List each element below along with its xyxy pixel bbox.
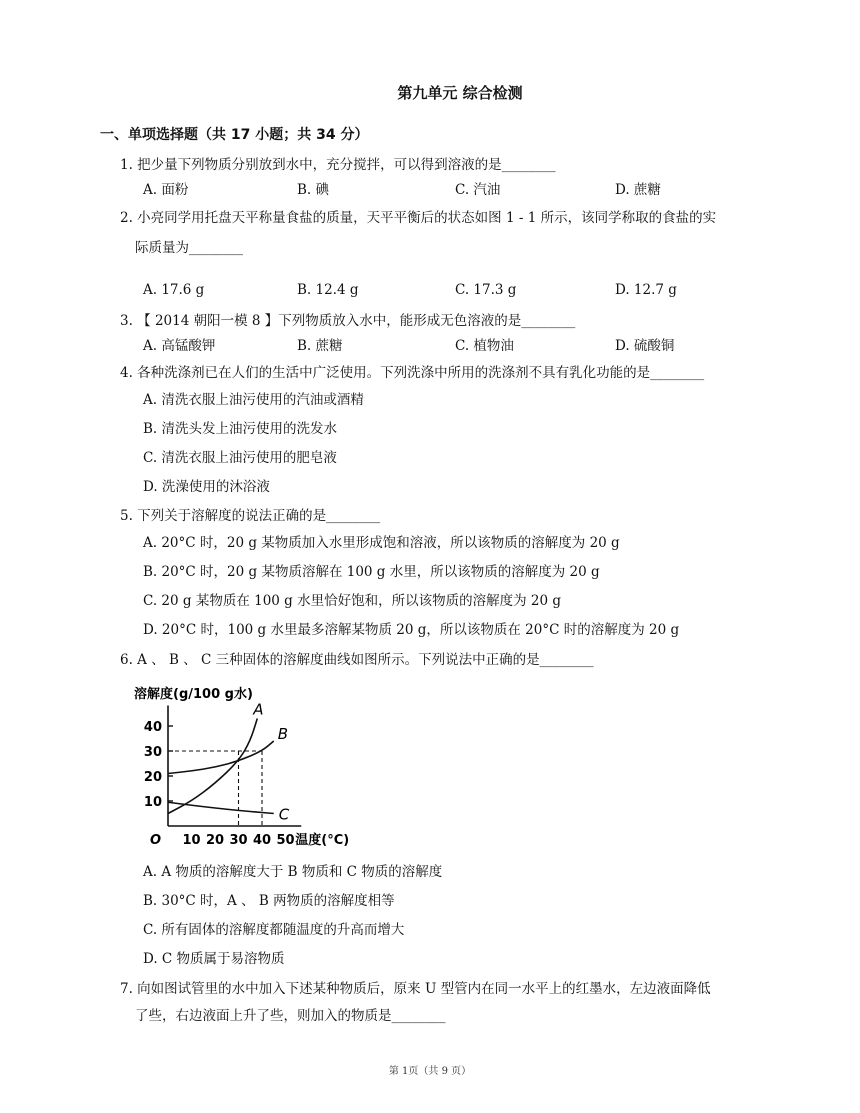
series-label-a: A <box>253 700 264 719</box>
y-tick-label: 40 <box>143 720 162 735</box>
q2-option-d[interactable]: D. 12.7 g <box>615 282 677 298</box>
question-3-stem: 3. 【 2014 朝阳一模 8 】下列物质放入水中，能形成无色溶液的是________ <box>120 313 576 329</box>
x-tick-label: 30 <box>229 833 248 848</box>
q4-option-b[interactable]: B. 清洗头发上油污使用的洗发水 <box>143 421 338 437</box>
page-footer: 第 1页（共 9 页） <box>388 1066 472 1077</box>
question-7-stem: 7. 向如图试管里的水中加入下述某种物质后，原来 U 型管内在同一水平上的红墨水，左边液面降低 <box>120 981 711 997</box>
series-label-c: C <box>278 805 290 824</box>
x-tick-label: 10 <box>182 833 201 848</box>
y-tick-label: 30 <box>143 745 162 760</box>
question-5-stem: 5. 下列关于溶解度的说法正确的是________ <box>120 508 381 524</box>
q6-option-c[interactable]: C. 所有固体的溶解度都随温度的升高而增大 <box>143 922 405 938</box>
q4-option-c[interactable]: C. 清洗衣服上油污使用的肥皂液 <box>143 450 337 466</box>
q5-option-b[interactable]: B. 20°C 时，20 g 某物质溶解在 100 g 水里，所以该物质的溶解度为 20 g <box>143 564 600 580</box>
x-tick-label: 20 <box>205 833 225 848</box>
q3-option-b[interactable]: B. 蔗糖 <box>297 338 343 354</box>
origin-label: O <box>150 833 162 848</box>
question-2-stem-cont: 际质量为________ <box>135 240 243 256</box>
series-line-b <box>168 741 274 774</box>
q1-option-c[interactable]: C. 汽油 <box>455 182 501 198</box>
y-tick-label: 20 <box>143 770 162 785</box>
q4-option-a[interactable]: A. 清洗衣服上油污使用的汽油或酒精 <box>143 392 364 408</box>
series-label-b: B <box>277 725 289 743</box>
x-axis-label: 温度(°C) <box>295 833 350 848</box>
y-axis-label: 溶解度(g/100 g水) <box>134 687 253 702</box>
q5-option-a[interactable]: A. 20°C 时，20 g 某物质加入水里形成饱和溶液，所以该物质的溶解度为 20 g <box>143 535 620 551</box>
q5-option-d[interactable]: D. 20°C 时，100 g 水里最多溶解某物质 20 g，所以该物质在 20°C 时的溶解度为 20 g <box>143 622 680 638</box>
q6-option-d[interactable]: D. C 物质属于易溶物质 <box>143 951 285 967</box>
q3-option-a[interactable]: A. 高锰酸钾 <box>143 338 216 354</box>
q1-option-b[interactable]: B. 碘 <box>297 182 330 198</box>
q2-option-a[interactable]: A. 17.6 g <box>143 282 205 298</box>
q5-option-c[interactable]: C. 20 g 某物质在 100 g 水里恰好饱和，所以该物质的溶解度为 20 g <box>143 593 562 609</box>
q6-option-a[interactable]: A. A 物质的溶解度大于 B 物质和 C 物质的溶解度 <box>143 864 443 880</box>
question-4-stem: 4. 各种洗涤剂已在人们的生活中广泛使用。下列洗涤中所用的洗涤剂不具有乳化功能的是________ <box>120 365 705 381</box>
y-tick-label: 10 <box>143 795 162 810</box>
x-tick-label: 50 <box>276 833 295 848</box>
question-7-stem-cont: 了些，右边液面上升了些，则加入的物质是________ <box>135 1008 446 1024</box>
q3-option-d[interactable]: D. 硫酸铜 <box>615 338 675 354</box>
q2-option-c[interactable]: C. 17.3 g <box>455 282 517 298</box>
q1-option-d[interactable]: D. 蔗糖 <box>615 182 661 198</box>
q6-option-b[interactable]: B. 30°C 时，A 、 B 两物质的溶解度相等 <box>143 893 395 909</box>
question-2-stem: 2. 小亮同学用托盘天平称量食盐的质量，天平平衡后的状态如图 1 - 1 所示，该同学称取的食盐的实 <box>120 210 717 226</box>
question-1-stem: 1. 把少量下列物质分别放到水中，充分搅拌，可以得到溶液的是________ <box>120 157 556 173</box>
q2-option-b[interactable]: B. 12.4 g <box>297 282 359 298</box>
x-tick-label: 40 <box>252 833 272 848</box>
question-6-stem: 6. A 、 B 、 C 三种固体的溶解度曲线如图所示。下列说法中正确的是________ <box>120 652 594 668</box>
q1-option-a[interactable]: A. 面粉 <box>143 182 189 198</box>
section-heading: 一、单项选择题（共 17 小题；共 34 分） <box>100 127 369 143</box>
page-title: 第九单元 综合检测 <box>397 84 523 102</box>
solubility-chart <box>134 676 364 854</box>
series-line-a <box>168 719 257 814</box>
series-line-c <box>168 802 274 813</box>
q3-option-c[interactable]: C. 植物油 <box>455 338 514 354</box>
q4-option-d[interactable]: D. 洗澡使用的沐浴液 <box>143 479 270 495</box>
